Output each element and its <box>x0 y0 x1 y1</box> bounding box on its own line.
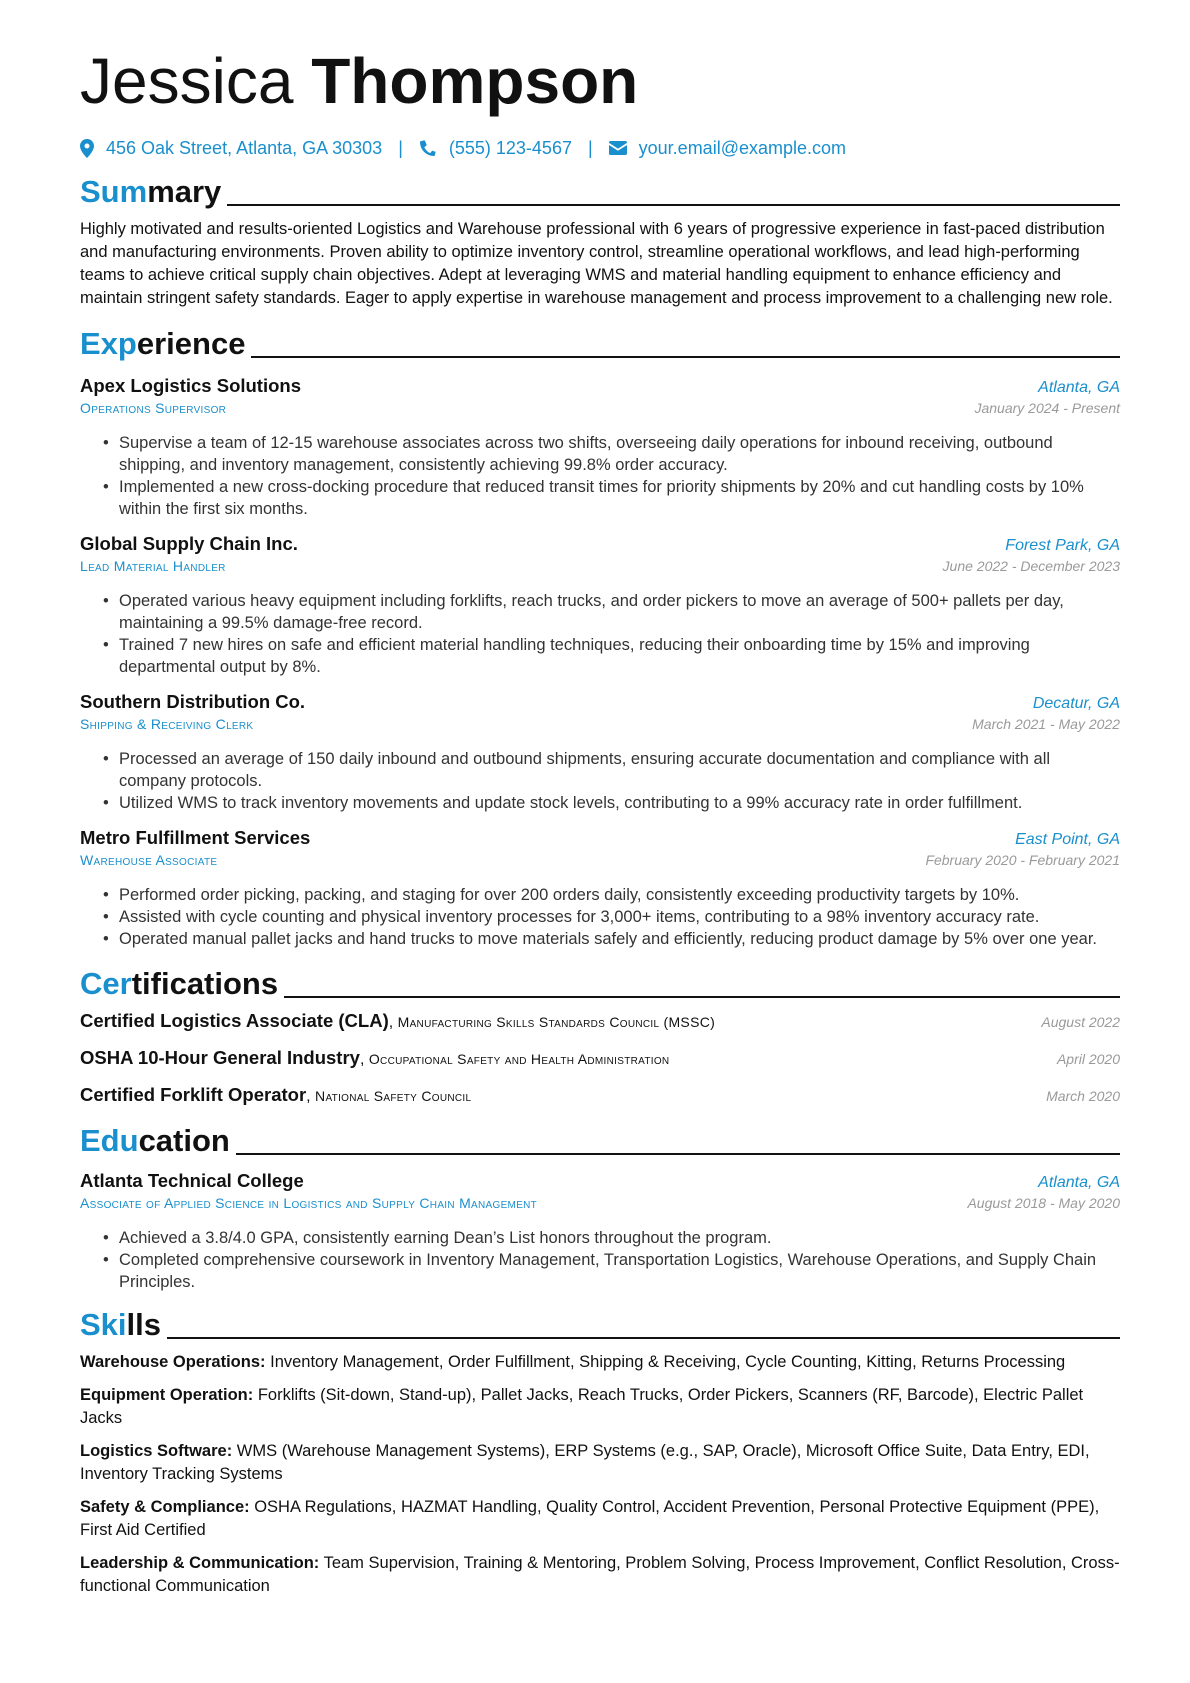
heading-rule <box>284 996 1120 998</box>
bullet-item: • Achieved a 3.8/4.0 GPA, consistently earning Dean’s List honors throughout the program. <box>103 1227 1120 1249</box>
education-bullets <box>103 1227 1120 1293</box>
address-text: 456 Oak Street, Atlanta, GA 30303 <box>106 137 383 158</box>
first-name: Jessica <box>80 45 294 117</box>
job-dates: February 2020 - February 2021 <box>925 852 1120 868</box>
summary-heading <box>80 172 1120 212</box>
contact-separator: | <box>587 137 593 158</box>
job-role: Lead Material Handler <box>80 558 226 574</box>
cert-date: March 2020 <box>1046 1088 1120 1104</box>
job-location: East Point, GA <box>1015 831 1120 848</box>
heading-rule <box>236 1153 1120 1155</box>
heading-accent: Ski <box>80 1307 127 1342</box>
skill-items: Inventory Management, Order Fulfillment, Shipping & Receiving, Cycle Counting, Kitting, Returns Processing <box>270 1353 1066 1371</box>
job-dates: March 2021 - May 2022 <box>972 716 1120 732</box>
skill-label: Safety & Compliance: <box>80 1498 250 1516</box>
heading-rest: tifications <box>131 966 279 1001</box>
cert-issuer: National Safety Council <box>315 1088 472 1104</box>
company-name: Apex Logistics Solutions <box>80 375 301 396</box>
job-location: Forest Park, GA <box>1005 537 1120 554</box>
cert-name: Certified Forklift Operator <box>80 1084 307 1105</box>
heading-rule <box>251 356 1120 358</box>
company-name: Global Supply Chain Inc. <box>80 533 298 554</box>
heading-rest: mary <box>147 174 222 209</box>
education-heading <box>80 1121 1120 1161</box>
heading-rest: lls <box>126 1307 161 1342</box>
bullet-item: • Completed comprehensive coursework in Inventory Management, Transportation Logistics, Warehouse Operations, and Supply Chain Principles. <box>103 1249 1120 1293</box>
heading-rest: cation <box>138 1123 230 1158</box>
summary-text: Highly motivated and results-oriented Logistics and Warehouse professional with 6 years of progressive experience in fast-paced distribution and manufacturing environments. Proven ability to optimize inventory control, streamline operational workflows, and lead high-performing teams to achieve critical supply chain objectives. Adept at leveraging WMS and material handling equipment to enhance efficiency and maintain stringent safety standards. Eager to apply expertise in warehouse management and process improvement to a challenging new role. <box>80 220 1113 307</box>
contact-separator: | <box>398 137 403 158</box>
last-name: Thompson <box>311 45 639 117</box>
skill-line <box>80 1351 1120 1374</box>
job-dates: January 2024 - Present <box>974 400 1120 416</box>
email-item[interactable] <box>609 138 846 159</box>
bullet-item: • Operated manual pallet jacks and hand trucks to move materials safely and efficiently, reducing product damage by 5% over one year. <box>103 928 1120 950</box>
skill-label: Logistics Software: <box>80 1442 233 1460</box>
cert-issuer: Manufacturing Skills Standards Council (MSSC) <box>397 1014 716 1030</box>
education-entry <box>80 1169 1120 1293</box>
bullet-item: • Operated various heavy equipment including forklifts, reach trucks, and order pickers to move an average of 500+ pallets per day, maintaining a 99.5% damage-free record. <box>103 590 1120 634</box>
contact-line <box>80 128 1120 168</box>
certification-entry: Certified Forklift Operator, National Safety Council March 2020 <box>80 1084 1120 1105</box>
bullet-item: • Supervise a team of 12-15 warehouse associates across two shifts, overseeing daily operations for inbound receiving, outbound shipping, and inventory management, consistently achieving 99.8% order accuracy. <box>103 432 1120 476</box>
cert-issuer: Occupational Safety and Health Administration <box>368 1051 670 1067</box>
job-entry <box>80 690 1120 814</box>
school-location: Atlanta, GA <box>1038 1174 1120 1191</box>
skill-items: Team Supervision, Training & Mentoring, Problem Solving, Process Improvement, Conflict Resolution, Cross-functional Communication <box>80 1554 1120 1595</box>
education-dates: August 2018 - May 2020 <box>967 1195 1120 1211</box>
school-name: Atlanta Technical College <box>80 1170 304 1191</box>
bullet-item: • Utilized WMS to track inventory movements and update stock levels, contributing to a 99% accuracy rate in order fulfillment. <box>103 792 1120 814</box>
heading-rule <box>167 1337 1120 1339</box>
job-location: Atlanta, GA <box>1038 379 1120 396</box>
skill-line <box>80 1384 1120 1430</box>
skill-label: Warehouse Operations: <box>80 1353 266 1371</box>
heading-accent: Edu <box>80 1123 139 1158</box>
certification-entry: Certified Logistics Associate (CLA), Manufacturing Skills Standards Council (MSSC) August 2022 <box>80 1010 1120 1031</box>
location-pin-icon <box>80 139 94 158</box>
skills-heading <box>80 1305 1120 1345</box>
bullet-item: • Processed an average of 150 daily inbound and outbound shipments, ensuring accurate documentation and compliance with all company protocols. <box>103 748 1120 792</box>
job-entry <box>80 826 1120 950</box>
envelope-icon <box>609 141 627 155</box>
cert-name: Certified Logistics Associate (CLA) <box>80 1010 389 1031</box>
company-name: Metro Fulfillment Services <box>80 827 311 848</box>
job-bullets <box>103 432 1120 520</box>
cert-name: OSHA 10-Hour General Industry <box>80 1047 360 1068</box>
certifications-heading <box>80 964 1120 1004</box>
skill-items: WMS (Warehouse Management Systems), ERP Systems (e.g., SAP, Oracle), Microsoft Office Suite, Data Entry, EDI, Inventory Tracking Systems <box>80 1442 1090 1483</box>
job-bullets <box>103 590 1120 678</box>
cert-date: August 2022 <box>1041 1014 1120 1030</box>
job-entry <box>80 374 1120 520</box>
job-dates: June 2022 - December 2023 <box>942 558 1120 574</box>
cert-date: April 2020 <box>1056 1051 1120 1067</box>
bullet-item: • Assisted with cycle counting and physical inventory processes for 3,000+ items, contributing to a 98% inventory accuracy rate. <box>103 906 1120 928</box>
bullet-item: • Trained 7 new hires on safe and efficient material handling techniques, reducing their onboarding time by 15% and improving departmental output by 8%. <box>103 634 1120 678</box>
heading-accent: Cer <box>80 966 132 1001</box>
address-item <box>80 138 382 159</box>
job-bullets <box>103 884 1120 950</box>
job-role: Shipping & Receiving Clerk <box>80 716 254 732</box>
phone-icon <box>419 139 437 157</box>
job-role: Operations Supervisor <box>80 400 227 416</box>
skill-items: Forklifts (Sit-down, Stand-up), Pallet Jacks, Reach Trucks, Order Pickers, Scanners (RF, Barcode), Electric Pallet Jacks <box>80 1386 1084 1427</box>
job-entry <box>80 532 1120 678</box>
email-text: your.email@example.com <box>638 137 847 158</box>
resume-name <box>80 36 1120 126</box>
skill-line <box>80 1552 1120 1598</box>
job-role: Warehouse Associate <box>80 852 218 868</box>
heading-rest: erience <box>136 326 246 361</box>
heading-rule <box>227 204 1120 206</box>
job-location: Decatur, GA <box>1032 695 1120 712</box>
skill-line <box>80 1496 1120 1542</box>
heading-accent: Sum <box>80 174 148 209</box>
bullet-item: • Implemented a new cross-docking procedure that reduced transit times for priority shipments by 20% and cut handling costs by 10% within the first six months. <box>103 476 1120 520</box>
skill-items: OSHA Regulations, HAZMAT Handling, Quality Control, Accident Prevention, Personal Protective Equipment (PPE), First Aid Certified <box>80 1498 1100 1539</box>
degree-name: Associate of Applied Science in Logistics and Supply Chain Management <box>80 1195 538 1211</box>
certification-entry: OSHA 10-Hour General Industry, Occupational Safety and Health Administration April 2020 <box>80 1047 1120 1068</box>
phone-text: (555) 123-4567 <box>448 137 572 158</box>
company-name: Southern Distribution Co. <box>80 691 306 712</box>
resume-page <box>80 36 1120 1598</box>
experience-heading <box>80 324 1120 364</box>
bullet-item: • Performed order picking, packing, and staging for over 200 orders daily, consistently exceeding productivity targets by 10%. <box>103 884 1120 906</box>
skill-label: Equipment Operation: <box>80 1386 254 1404</box>
skill-line <box>80 1440 1120 1486</box>
skill-label: Leadership & Communication: <box>80 1554 320 1572</box>
phone-item[interactable] <box>419 138 572 159</box>
job-bullets <box>103 748 1120 814</box>
heading-accent: Exp <box>80 326 137 361</box>
